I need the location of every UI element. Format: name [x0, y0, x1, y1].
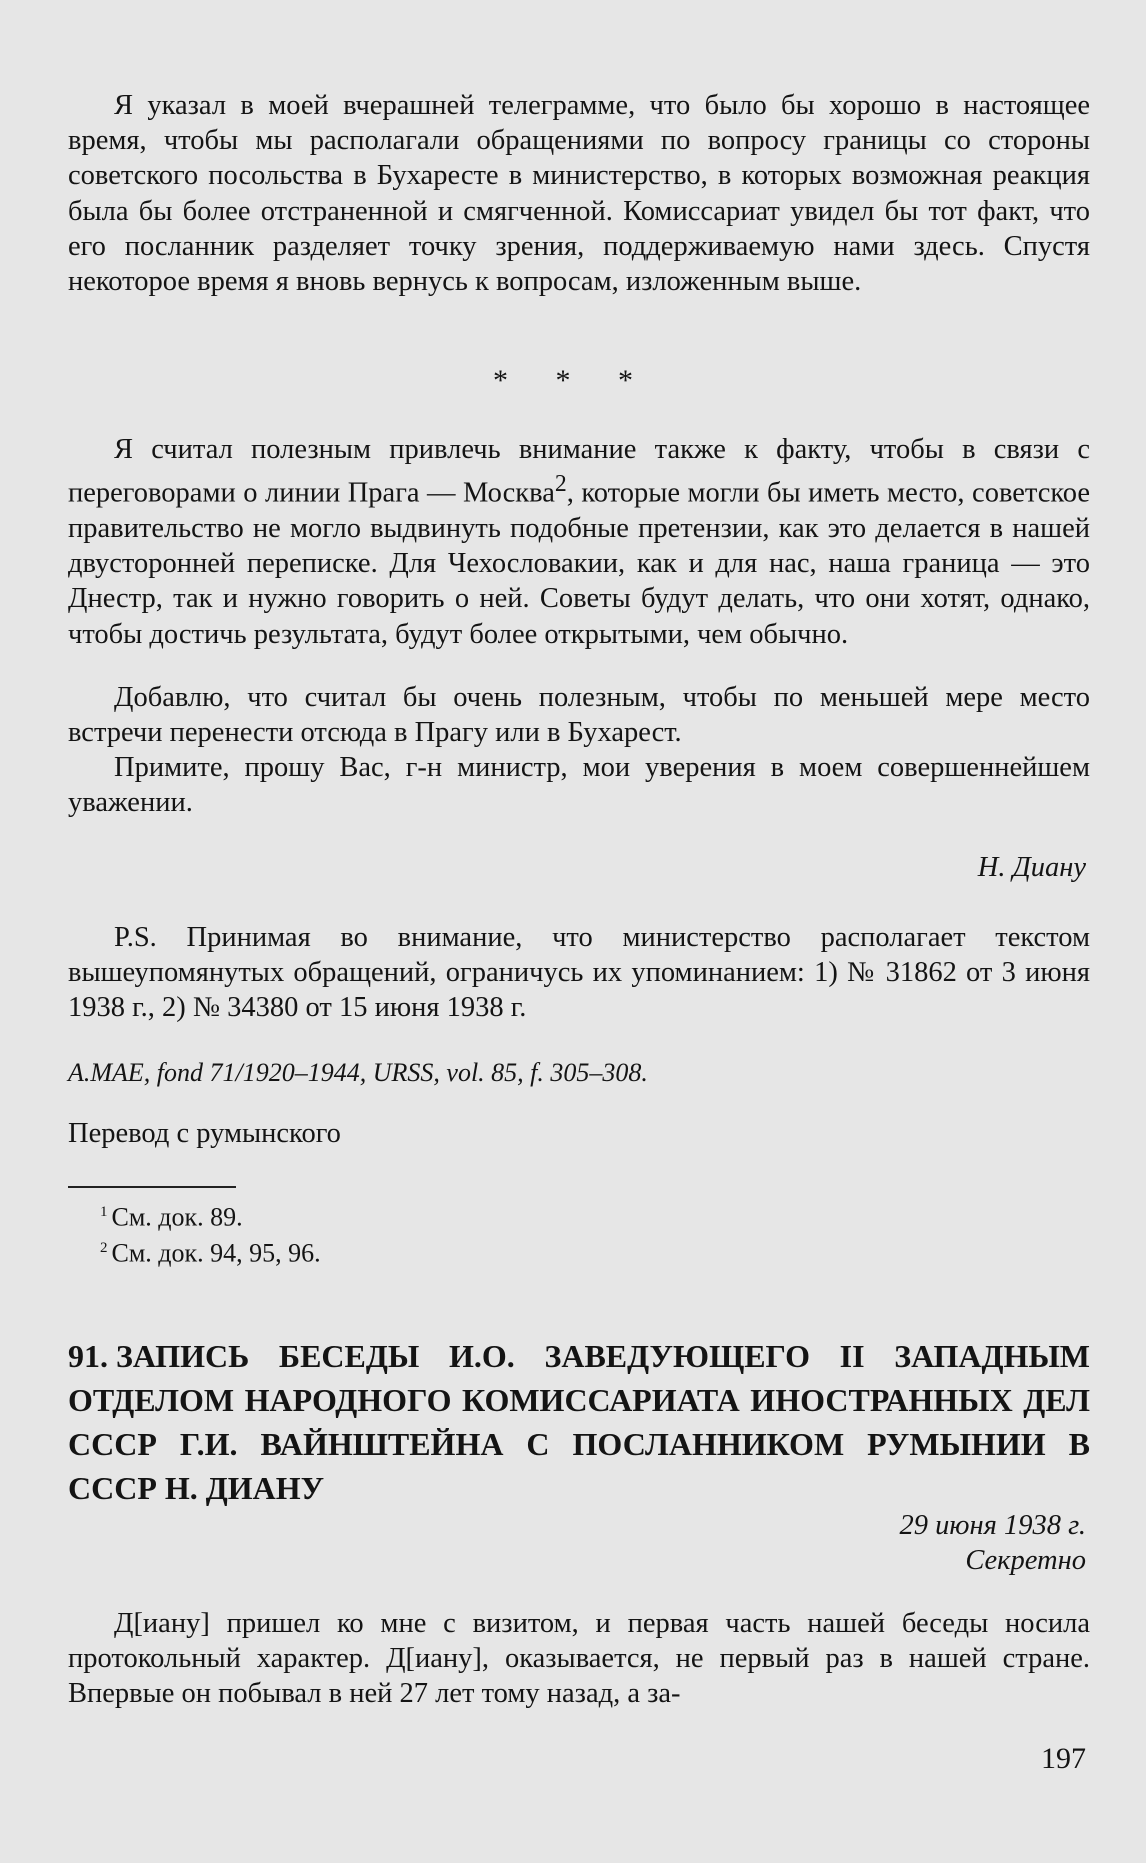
paragraph-text: Я считал полезным привлечь внимание также к факту, чтобы в связи с переговорами о линии Прага — Москва	[68, 434, 1090, 509]
paragraph-text: Я указал в моей вчерашней телеграмме, что было бы хорошо в настоящее время, чтобы мы располагали обращениями по вопросу границы со стороны советского посольства в Бухаресте в министерство, в которых возможная реакция была бы более отстраненной и смягченной. Комиссариат увидел бы тот факт, что его посланник разделяет точку зрения, поддерживаемую нами здесь. Спустя некоторое время я вновь вернусь к вопросам, изложенным выше.	[68, 90, 1090, 298]
footnote-text: См. док. 94, 95, 96.	[111, 1238, 321, 1268]
footnote-mark: 2	[100, 1240, 108, 1256]
paragraph-text: Примите, прошу Вас, г-н министр, мои уверения в моем совершеннейшем уважении.	[68, 752, 1090, 819]
footnote-text: См. док. 89.	[111, 1202, 243, 1232]
postscript-text: P.S. Принимая во внимание, что министерство располагает текстом вышеупомянутых обращений, ограничусь их упоминанием: 1) № 31862 от 3 июня 1938 г., 2) № 34380 от 15 июня 1938 г.	[68, 922, 1090, 1024]
document-date: 29 июня 1938 г.	[899, 1510, 1086, 1541]
paragraph-text-continued: , которые могли бы иметь место, советское правительство не могло выдвинуть подобные претензии, как это делается в нашей двусторонней переписке. Для Чехословакии, как и для нас, наша граница — это Днестр, так и нужно говорить о ней. Советы будут делать, что они хотят, однако, чтобы достичь результата, будут более открытыми, чем обычно.	[68, 477, 1090, 650]
document-title: ЗАПИСЬ БЕСЕДЫ И.О. ЗАВЕДУЮЩЕГО II ЗАПАДНЫМ ОТДЕЛОМ НАРОДНОГО КОМИССАРИАТА ИНОСТРАННЫХ ДЕЛ СССР Г.И. ВАЙНШТЕЙНА С ПОСЛАННИКОМ РУМЫНИИ В СССР Н. ДИАНУ	[68, 1338, 1090, 1506]
page-number: 197	[1041, 1742, 1086, 1775]
paragraph-telegram	[68, 88, 1090, 299]
archive-source: A.MAE, fond 71/1920–1944, URSS, vol. 85, f. 305–308.	[68, 1058, 648, 1087]
footnote-1	[100, 1196, 243, 1234]
footnote-2	[100, 1232, 321, 1270]
paragraph-closing	[68, 750, 1090, 820]
paragraph-meeting-place	[68, 680, 1090, 750]
document-body-text: Д[иану] пришел ко мне с визитом, и первая часть нашей беседы носила протокольный характер. Д[иану], оказывается, не первый раз в нашей стране. Впервые он побывал в ней 27 лет тому назад, а за-	[68, 1608, 1090, 1710]
section-separator: * * *	[493, 364, 653, 397]
paragraph-text: Добавлю, что считал бы очень полезным, чтобы по меньшей мере место встречи перенести отсюда в Прагу или в Бухарест.	[68, 682, 1090, 749]
footnote-divider	[68, 1186, 236, 1188]
signature: Н. Диану	[977, 852, 1086, 883]
document-body	[68, 1606, 1090, 1712]
paragraph-negotiations	[68, 432, 1090, 652]
document-classification: Секретно	[965, 1545, 1086, 1576]
document-heading	[68, 1334, 1090, 1510]
document-number: 91.	[68, 1338, 108, 1374]
footnote-mark: 1	[100, 1204, 108, 1220]
translation-note: Перевод с румынского	[68, 1118, 341, 1149]
postscript	[68, 920, 1090, 1026]
footnote-reference: 2	[554, 471, 567, 498]
